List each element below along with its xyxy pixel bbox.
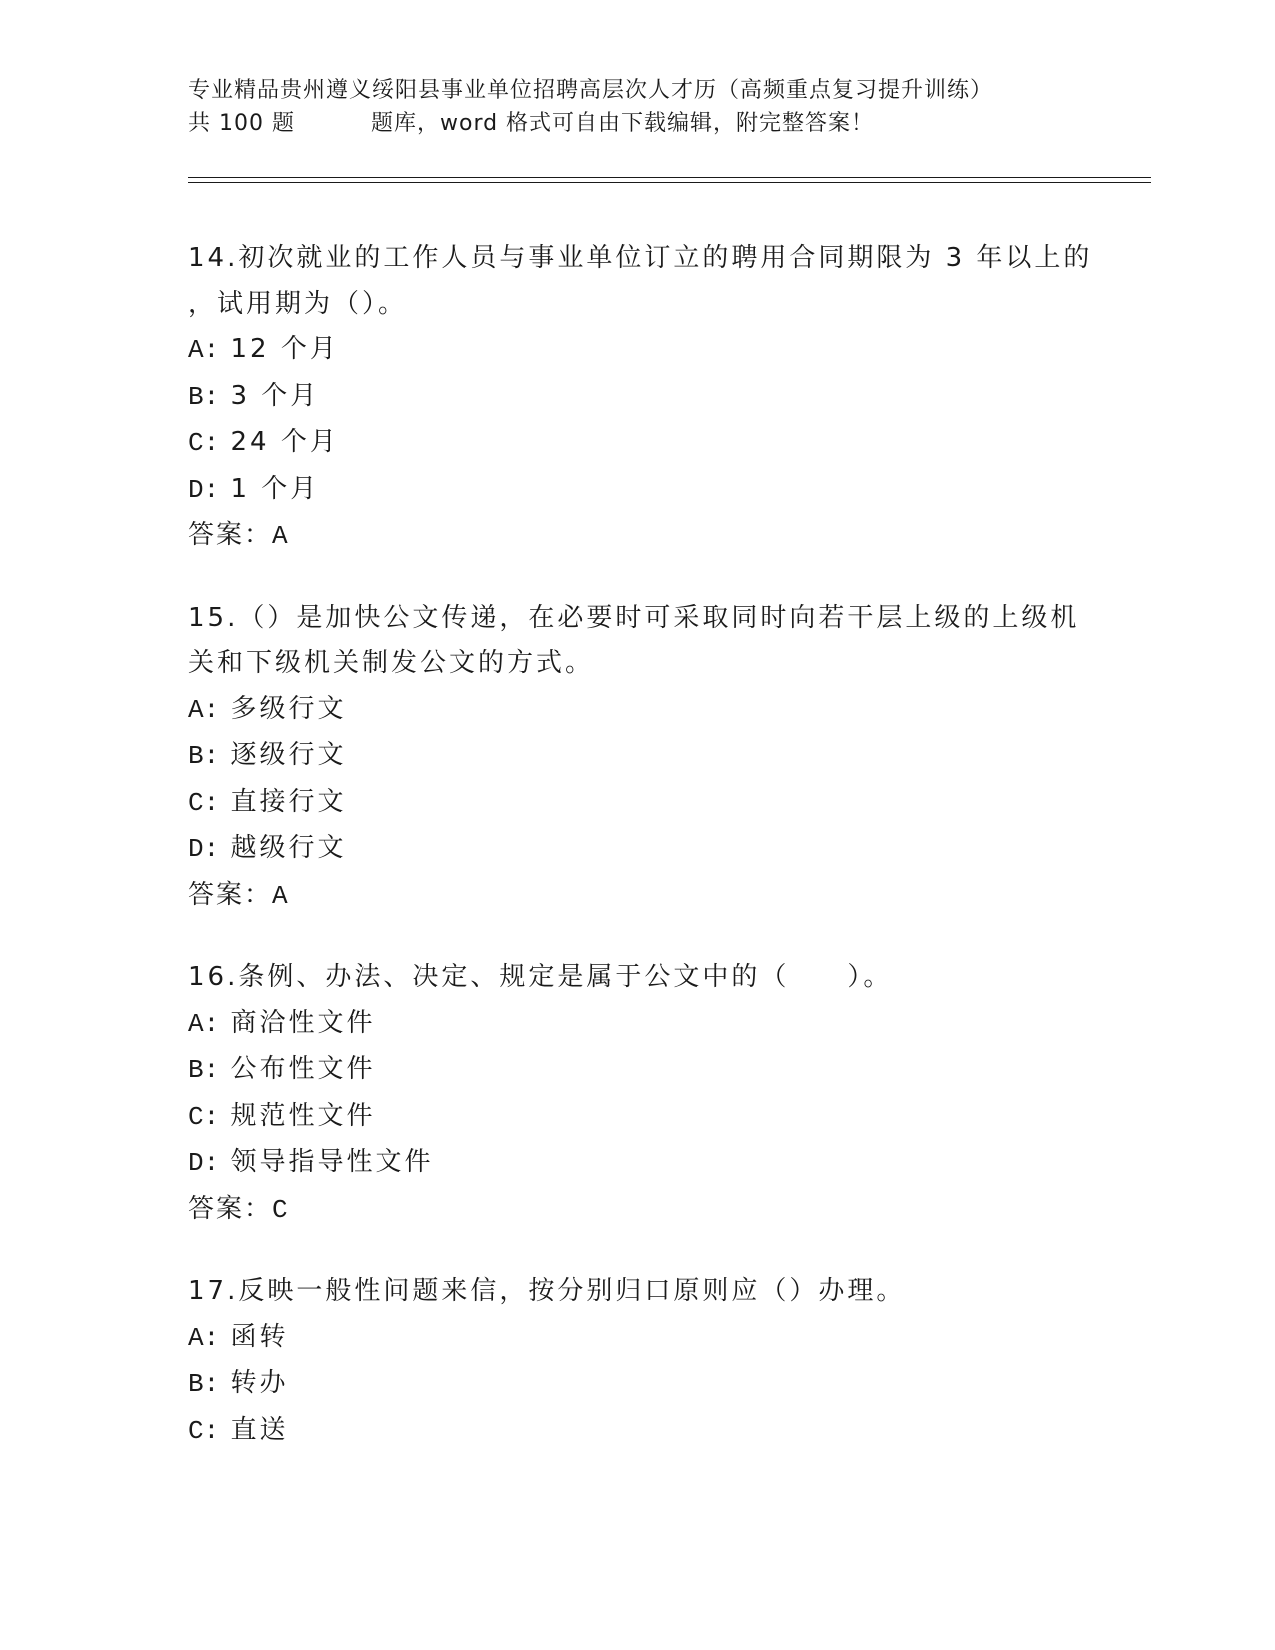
option-a bbox=[188, 687, 1088, 734]
question-stem-line: 关和下级机关制发公文的方式。 bbox=[188, 648, 595, 678]
question-stem-line: 16.条例、办法、决定、规定是属于公文中的（ ）。 bbox=[188, 962, 893, 992]
answer-line bbox=[188, 513, 1088, 560]
header-description: 题库，word 格式可自由下载编辑，附完整答案！ bbox=[370, 111, 875, 136]
question-count: 共 100 题 bbox=[188, 111, 295, 136]
option-letter: B: bbox=[188, 1369, 220, 1399]
option-letter: D: bbox=[188, 1148, 220, 1178]
option-text: 转办 bbox=[230, 1368, 289, 1398]
option-text: 逐级行文 bbox=[230, 740, 347, 770]
option-text: 函转 bbox=[230, 1321, 289, 1352]
option-d bbox=[188, 467, 1088, 514]
option-c bbox=[188, 1094, 1088, 1141]
document-header bbox=[188, 74, 1148, 140]
option-a bbox=[188, 327, 1088, 374]
option-letter: A: bbox=[188, 1008, 220, 1039]
option-letter: A: bbox=[188, 694, 220, 725]
option-text: 商洽性文件 bbox=[230, 1007, 376, 1038]
option-c bbox=[188, 1408, 1088, 1455]
option-b bbox=[188, 374, 1088, 421]
option-letter: A: bbox=[188, 1322, 220, 1353]
option-text: 规范性文件 bbox=[230, 1100, 376, 1131]
option-c bbox=[188, 420, 1088, 467]
option-letter: A: bbox=[188, 335, 220, 365]
option-letter: D: bbox=[188, 474, 220, 505]
option-text: 直送 bbox=[230, 1414, 289, 1445]
question-item bbox=[188, 955, 1088, 1233]
answer-value: C bbox=[272, 1194, 290, 1225]
option-d bbox=[188, 826, 1088, 873]
option-b bbox=[188, 733, 1088, 780]
option-d bbox=[188, 1140, 1088, 1187]
option-text: 越级行文 bbox=[230, 833, 347, 863]
option-letter: B: bbox=[188, 381, 220, 412]
option-text: 多级行文 bbox=[230, 693, 347, 724]
option-letter: B: bbox=[188, 741, 220, 771]
question-stem-line: 17.反映一般性问题来信，按分别归口原则应（）办理。 bbox=[188, 1276, 906, 1306]
header-subtitle bbox=[188, 107, 1148, 140]
option-text: 公布性文件 bbox=[230, 1054, 376, 1084]
option-text: 12 个月 bbox=[230, 334, 339, 364]
question-item bbox=[188, 1269, 1088, 1454]
answer-value: A bbox=[272, 521, 290, 551]
option-b bbox=[188, 1361, 1088, 1408]
answer-line bbox=[188, 1187, 1088, 1234]
answer-line bbox=[188, 873, 1088, 920]
option-text: 直接行文 bbox=[230, 786, 347, 817]
question-stem-line: ，试用期为（）。 bbox=[188, 288, 408, 319]
question-list bbox=[188, 236, 1093, 1490]
question-item bbox=[188, 596, 1088, 920]
answer-label: 答案： bbox=[188, 879, 273, 910]
answer-label: 答案： bbox=[188, 1193, 273, 1224]
header-divider-top bbox=[188, 177, 1151, 178]
option-letter: D: bbox=[188, 834, 220, 864]
option-letter: C: bbox=[188, 1101, 220, 1132]
option-letter: B: bbox=[188, 1055, 220, 1085]
header-divider-bottom bbox=[188, 182, 1151, 183]
question-item bbox=[188, 236, 1093, 560]
answer-value: A bbox=[272, 880, 290, 911]
option-a bbox=[188, 1001, 1088, 1048]
option-b bbox=[188, 1047, 1088, 1094]
option-letter: C: bbox=[188, 787, 220, 818]
option-text: 3 个月 bbox=[230, 380, 320, 411]
option-letter: C: bbox=[188, 1415, 220, 1446]
header-title: 专业精品贵州遵义绥阳县事业单位招聘高层次人才历（高频重点复习提升训练） bbox=[188, 78, 994, 103]
option-text: 领导指导性文件 bbox=[230, 1147, 434, 1177]
option-text: 1 个月 bbox=[230, 473, 320, 504]
option-c bbox=[188, 780, 1088, 827]
question-stem-line: 15.（）是加快公文传递，在必要时可采取同时向若干层上级的上级机 bbox=[188, 602, 1080, 633]
option-text: 24 个月 bbox=[230, 427, 339, 457]
answer-label: 答案： bbox=[188, 520, 273, 550]
question-stem-line: 14.初次就业的工作人员与事业单位订立的聘用合同期限为 3 年以上的 bbox=[188, 243, 1093, 273]
option-a bbox=[188, 1315, 1088, 1362]
option-letter: C: bbox=[188, 428, 220, 458]
